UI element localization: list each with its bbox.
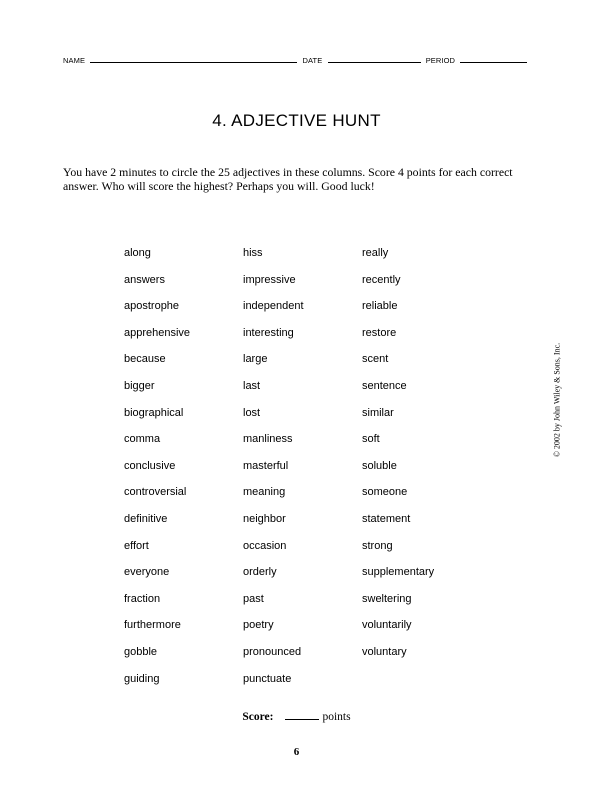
date-field[interactable]	[328, 55, 421, 63]
word-item[interactable]: neighbor	[243, 512, 286, 525]
word-item[interactable]: independent	[243, 300, 304, 313]
score-field[interactable]	[285, 711, 319, 720]
word-item[interactable]: masterful	[243, 459, 289, 472]
word-item[interactable]: poetry	[243, 619, 274, 632]
word-item[interactable]: restore	[362, 326, 397, 339]
word-item[interactable]: pronounced	[243, 645, 302, 658]
word-item[interactable]: impressive	[243, 273, 296, 286]
word-item[interactable]: soft	[362, 433, 380, 446]
word-item[interactable]: apostrophe	[124, 300, 180, 313]
word-item[interactable]: guiding	[124, 672, 160, 685]
period-field[interactable]	[460, 55, 527, 63]
word-item[interactable]: effort	[124, 539, 149, 552]
word-item[interactable]: because	[124, 353, 166, 366]
period-label: PERIOD	[425, 56, 456, 65]
word-item[interactable]: controversial	[124, 486, 187, 499]
word-column-3	[362, 246, 434, 672]
word-item[interactable]: statement	[362, 512, 411, 525]
word-item[interactable]: apprehensive	[124, 326, 191, 339]
word-item[interactable]: soluble	[362, 459, 397, 472]
word-item[interactable]: past	[243, 592, 264, 605]
word-item[interactable]: voluntarily	[362, 619, 412, 632]
word-item[interactable]: gobble	[124, 645, 158, 658]
word-column-2	[243, 246, 304, 698]
word-item[interactable]: someone	[362, 486, 408, 499]
score-line	[0, 711, 593, 723]
word-item[interactable]: manliness	[243, 433, 293, 446]
instructions-text: You have 2 minutes to circle the 25 adjectives in these columns. Score 4 points for each correct answer. Who will score the highest? Perhaps you will. Good luck!	[63, 165, 513, 193]
word-item[interactable]: large	[243, 353, 268, 366]
word-item[interactable]: interesting	[243, 326, 294, 339]
word-item[interactable]: lost	[243, 406, 261, 419]
word-item[interactable]: orderly	[243, 566, 277, 579]
name-label: NAME	[63, 56, 86, 65]
word-column-1	[124, 246, 190, 698]
word-item[interactable]: meaning	[243, 486, 286, 499]
copyright-notice: © 2002 by John Wiley & Sons, Inc.	[552, 342, 562, 458]
word-item[interactable]: punctuate	[243, 672, 292, 685]
word-item[interactable]: similar	[362, 406, 394, 419]
word-item[interactable]: recently	[362, 273, 401, 286]
score-label: Score:	[242, 711, 274, 723]
word-item[interactable]: scent	[362, 353, 389, 366]
name-field[interactable]	[90, 55, 297, 63]
word-item[interactable]: biographical	[124, 406, 184, 419]
word-item[interactable]: conclusive	[124, 459, 176, 472]
word-item[interactable]: hiss	[243, 247, 263, 259]
word-item[interactable]: sweltering	[362, 592, 412, 605]
word-item[interactable]: reliable	[362, 300, 398, 313]
word-item[interactable]: furthermore	[124, 619, 181, 632]
word-item[interactable]: occasion	[243, 539, 287, 552]
word-item[interactable]: fraction	[124, 592, 161, 605]
word-item[interactable]: strong	[362, 539, 393, 552]
word-item[interactable]: everyone	[124, 566, 170, 579]
date-label: DATE	[302, 56, 323, 65]
word-item[interactable]: along	[124, 247, 151, 259]
word-item[interactable]: last	[243, 379, 261, 392]
page-title: 4. ADJECTIVE HUNT	[212, 111, 381, 130]
word-item[interactable]: supplementary	[362, 566, 435, 579]
score-unit: points	[322, 711, 351, 723]
word-item[interactable]: comma	[124, 433, 161, 446]
word-item[interactable]: answers	[124, 273, 165, 286]
word-item[interactable]: definitive	[124, 512, 168, 525]
word-item[interactable]: really	[362, 247, 389, 259]
student-info-header	[63, 55, 530, 65]
page-number: 6	[293, 746, 300, 758]
word-item[interactable]: bigger	[124, 379, 155, 392]
word-item[interactable]: sentence	[362, 379, 407, 392]
word-item[interactable]: voluntary	[362, 645, 407, 658]
